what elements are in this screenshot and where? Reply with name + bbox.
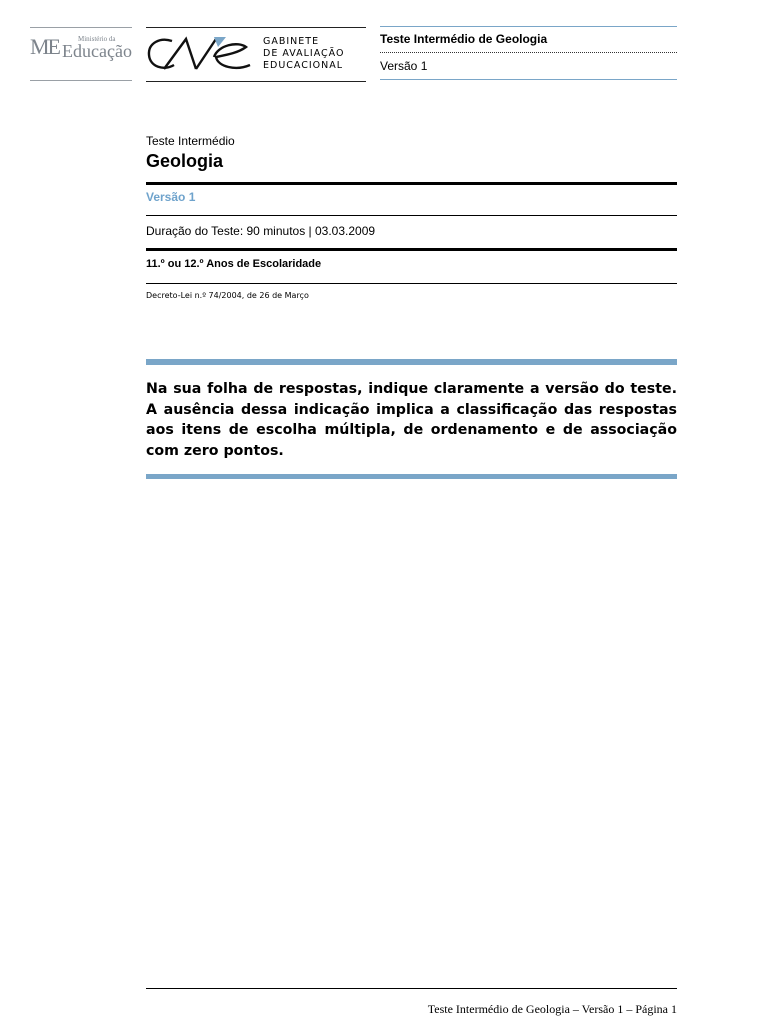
header-version: Versão 1 — [380, 59, 428, 73]
section-rule — [146, 248, 677, 251]
header-divider — [380, 26, 677, 27]
ministry-name: Educação — [62, 41, 132, 61]
decree-reference: Decreto-Lei n.º 74/2004, de 26 de Março — [146, 291, 309, 300]
gave-line: EDUCACIONAL — [263, 60, 344, 71]
header-dotted-divider — [380, 52, 677, 53]
page-footer: Teste Intermédio de Geologia – Versão 1 – Página 1 — [427, 1002, 677, 1016]
version-label: Versão 1 — [146, 190, 196, 204]
ministry-mark: ME — [30, 34, 59, 59]
gave-line: DE AVALIAÇÃO — [263, 48, 345, 59]
header-title: Teste Intermédio de Geologia — [380, 32, 548, 46]
ministry-logo — [30, 27, 132, 82]
gave-name — [263, 36, 345, 72]
gave-logo — [146, 27, 366, 82]
header-divider — [380, 79, 677, 80]
logo-divider — [146, 81, 366, 82]
gave-mark-icon — [146, 35, 254, 75]
test-duration: Duração do Teste: 90 minutos | 03.03.2009 — [146, 224, 376, 238]
logo-divider — [30, 80, 132, 81]
page-title: Geologia — [146, 151, 224, 171]
footer-rule — [146, 988, 677, 989]
notice-top-bar — [146, 359, 677, 365]
section-rule — [146, 215, 677, 216]
logo-divider — [30, 27, 132, 28]
document-subtitle: Teste Intermédio — [146, 134, 235, 148]
title-rule — [146, 182, 677, 185]
logo-divider — [146, 27, 366, 28]
section-rule — [146, 283, 677, 284]
gave-line: GABINETE — [263, 36, 320, 47]
version-notice: Na sua folha de respostas, indique claramente a versão do teste. A ausência dessa indicação implica a classificação das respostas aos itens de escolha múltipla, de ordenamento e de associação com zero pontos. — [146, 381, 677, 459]
ministry-small-text: Ministério da — [78, 35, 116, 43]
header-info — [380, 26, 677, 80]
school-years: 11.º ou 12.º Anos de Escolaridade — [146, 258, 322, 270]
notice-bottom-bar — [146, 474, 677, 479]
